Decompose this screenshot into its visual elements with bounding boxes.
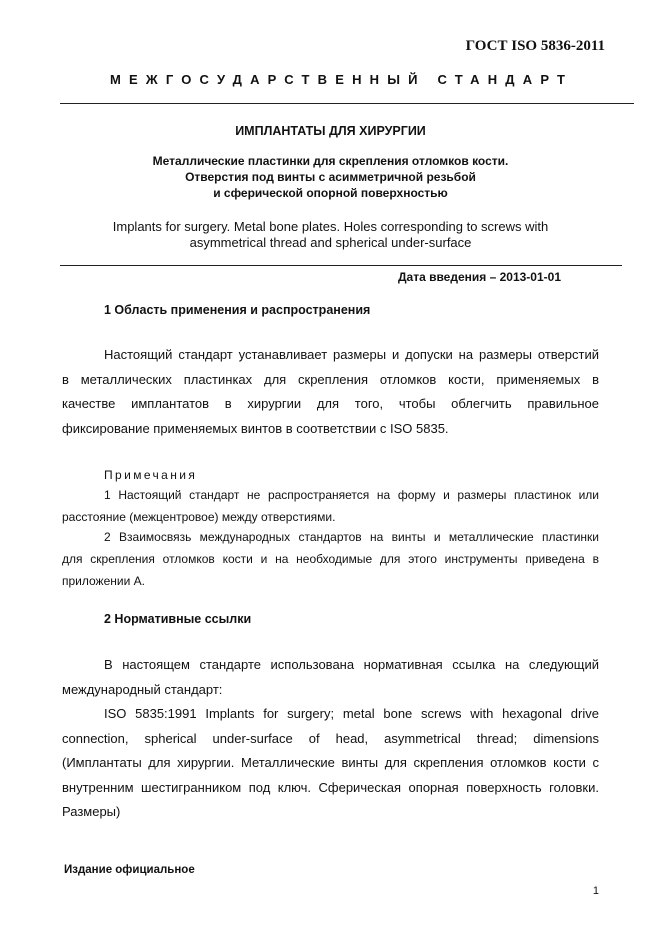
paragraph-line: Настоящий стандарт устанавливает размеры и допуски на размеры отверстий bbox=[104, 347, 599, 362]
normative-reference bbox=[62, 702, 599, 825]
note-line: 1 Настоящий стандарт не распространяется на форму и размеры пластинок или bbox=[104, 488, 599, 502]
paragraph-line: международный стандарт: bbox=[62, 681, 223, 697]
subtitle-line: и сферической опорной поверхностью bbox=[213, 186, 448, 200]
document-title: ИМПЛАНТАТЫ ДЛЯ ХИРУРГИИ bbox=[235, 124, 426, 138]
english-title-line: asymmetrical thread and spherical under-surface bbox=[189, 235, 472, 250]
note-line: для скрепления отломков кости и на необходимые для этого инструменты приведена в bbox=[62, 552, 599, 566]
english-title bbox=[60, 219, 601, 251]
english-title-line: Implants for surgery. Metal bone plates. Holes corresponding to screws with bbox=[112, 219, 549, 234]
reference-line: Размеры) bbox=[62, 804, 121, 819]
document-subtitle bbox=[60, 153, 601, 201]
page-number: 1 bbox=[592, 885, 599, 897]
section-2-paragraph bbox=[62, 653, 599, 702]
paragraph-line: В настоящем стандарте использована нормативная ссылка на следующий bbox=[104, 657, 599, 672]
section-2-heading: 2 Нормативные ссылки bbox=[104, 612, 252, 626]
header-divider bbox=[60, 103, 634, 104]
note-1 bbox=[62, 484, 599, 528]
title-divider bbox=[60, 265, 622, 266]
reference-line: connection, spherical under-surface of head, asymmetrical thread; dimensions bbox=[62, 730, 599, 746]
paragraph-line: фиксирование применяемых винтов в соответствии с ISO 5835. bbox=[62, 420, 449, 436]
reference-line: ISO 5835:1991 Implants for surgery; metal bone screws with hexagonal drive bbox=[104, 706, 599, 721]
note-line: 2 Взаимосвязь международных стандартов на винты и металлические пластинки bbox=[104, 530, 599, 544]
paragraph-line: в металлических пластинках для скрепления отломков кости, применяемых в bbox=[62, 371, 599, 387]
subtitle-line: Отверстия под винты с асимметричной резьбой bbox=[185, 170, 476, 184]
subtitle-line: Металлические пластинки для скрепления отломков кости. bbox=[152, 154, 509, 168]
section-1-paragraph bbox=[62, 343, 599, 441]
introduction-date: Дата введения – 2013-01-01 bbox=[397, 270, 561, 284]
official-edition-label: Издание официальное bbox=[64, 864, 195, 876]
paragraph-line: качестве имплантатов в хирургии для того, чтобы облегчить правильное bbox=[62, 396, 599, 411]
standard-type-banner: МЕЖГОСУДАРСТВЕННЫЙ СТАНДАРТ bbox=[110, 72, 574, 87]
note-line: расстояние (межцентровое) между отверстиями. bbox=[62, 510, 336, 524]
section-1-heading: 1 Область применения и распространения bbox=[104, 303, 371, 317]
note-2 bbox=[62, 526, 599, 592]
note-line: приложении А. bbox=[62, 574, 145, 588]
standard-number: ГОСТ ISO 5836-2011 bbox=[465, 38, 605, 54]
notes-title: Примечания bbox=[104, 468, 198, 482]
reference-line: (Имплантаты для хирургии. Металлические винты для скрепления отломков кости с bbox=[62, 755, 599, 770]
reference-line: внутренним шестигранником под ключ. Сферическая опорная поверхность головки. bbox=[62, 779, 599, 795]
